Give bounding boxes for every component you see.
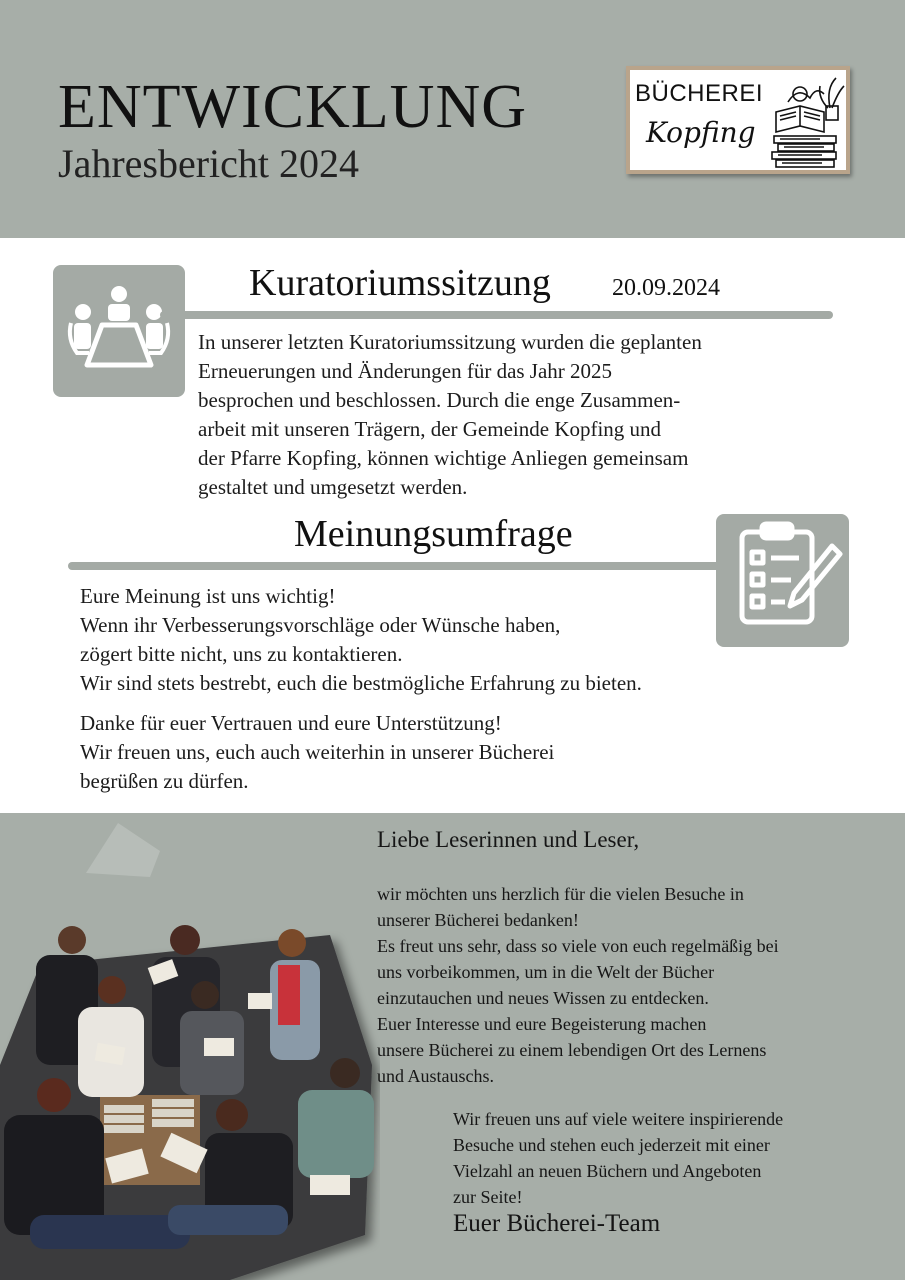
section-heading-umfrage: Meinungsumfrage bbox=[294, 513, 573, 555]
text-line: und Austauschs. bbox=[377, 1066, 494, 1086]
text-line: Euer Interesse und eure Begeisterung machen bbox=[377, 1014, 707, 1034]
library-logo bbox=[626, 66, 850, 174]
meeting-icon-box bbox=[53, 265, 185, 397]
meeting-table-icon bbox=[53, 265, 185, 397]
text-line: zögert bitte nicht, uns zu kontaktieren. bbox=[80, 642, 403, 666]
section-divider bbox=[68, 562, 723, 570]
text-line: arbeit mit unseren Trägern, der Gemeinde Kopfing und bbox=[198, 417, 662, 441]
text-line: der Pfarre Kopfing, können wichtige Anliegen gemeinsam bbox=[198, 446, 689, 470]
umfrage-paragraph bbox=[80, 582, 642, 698]
text-line: In unserer letzten Kuratoriumssitzung wurden die geplanten bbox=[198, 330, 702, 354]
text-line: Danke für euer Vertrauen und eure Unterstützung! bbox=[80, 711, 502, 735]
section-divider bbox=[160, 311, 833, 319]
text-line: Eure Meinung ist uns wichtig! bbox=[80, 584, 336, 608]
survey-icon-box bbox=[716, 514, 849, 647]
text-line: unsere Bücherei zu einem lebendigen Ort des Lernens bbox=[377, 1040, 767, 1060]
letter-closing-paragraph bbox=[453, 1106, 783, 1210]
letter-paragraph bbox=[377, 881, 779, 1089]
text-line: gestaltet und umgesetzt werden. bbox=[198, 475, 468, 499]
text-line: zur Seite! bbox=[453, 1187, 523, 1207]
logo-name: BÜCHEREI bbox=[635, 80, 764, 107]
text-line: besprochen und beschlossen. Durch die enge Zusammen- bbox=[198, 388, 681, 412]
text-line: Wir freuen uns auf viele weitere inspirierende bbox=[453, 1109, 784, 1129]
text-line: uns vorbeikommen, um in die Welt der Bücher bbox=[377, 962, 715, 982]
thanks-paragraph bbox=[80, 709, 554, 796]
text-line: Erneuerungen und Änderungen für das Jahr 2025 bbox=[198, 359, 613, 383]
kuratorium-paragraph bbox=[198, 328, 702, 502]
text-line: wir möchten uns herzlich für die vielen Besuche in bbox=[377, 884, 744, 904]
text-line: einzutauchen und neues Wissen zu entdecken. bbox=[377, 988, 709, 1008]
text-line: Es freut uns sehr, dass so viele von euch regelmäßig bei bbox=[377, 936, 779, 956]
page-subtitle: Jahresbericht 2024 bbox=[58, 141, 360, 186]
text-line: Besuche und stehen euch jederzeit mit einer bbox=[453, 1135, 770, 1155]
book-stack-plant-icon bbox=[770, 72, 846, 170]
section-date: 20.09.2024 bbox=[612, 275, 720, 301]
logo-town: Kopfing bbox=[646, 116, 756, 149]
letter-signature: Euer Bücherei-Team bbox=[453, 1210, 661, 1237]
text-line: Wenn ihr Verbesserungsvorschläge oder Wünsche haben, bbox=[80, 613, 561, 637]
text-line: Wir sind stets bestrebt, euch die bestmögliche Erfahrung zu bieten. bbox=[80, 671, 642, 695]
text-line: begrüßen zu dürfen. bbox=[80, 769, 249, 793]
page-title: ENTWICKLUNG bbox=[58, 73, 528, 141]
text-line: Vielzahl an neuen Büchern und Angeboten bbox=[453, 1161, 762, 1181]
text-line: Wir freuen uns, euch auch weiterhin in unserer Bücherei bbox=[80, 740, 555, 764]
text-line: unserer Bücherei bedanken! bbox=[377, 910, 579, 930]
clipboard-checklist-icon bbox=[716, 514, 849, 647]
section-heading-kuratorium: Kuratoriumssitzung bbox=[249, 262, 551, 304]
team-reading-photo bbox=[0, 815, 380, 1280]
letter-greeting: Liebe Leserinnen und Leser, bbox=[377, 827, 640, 852]
